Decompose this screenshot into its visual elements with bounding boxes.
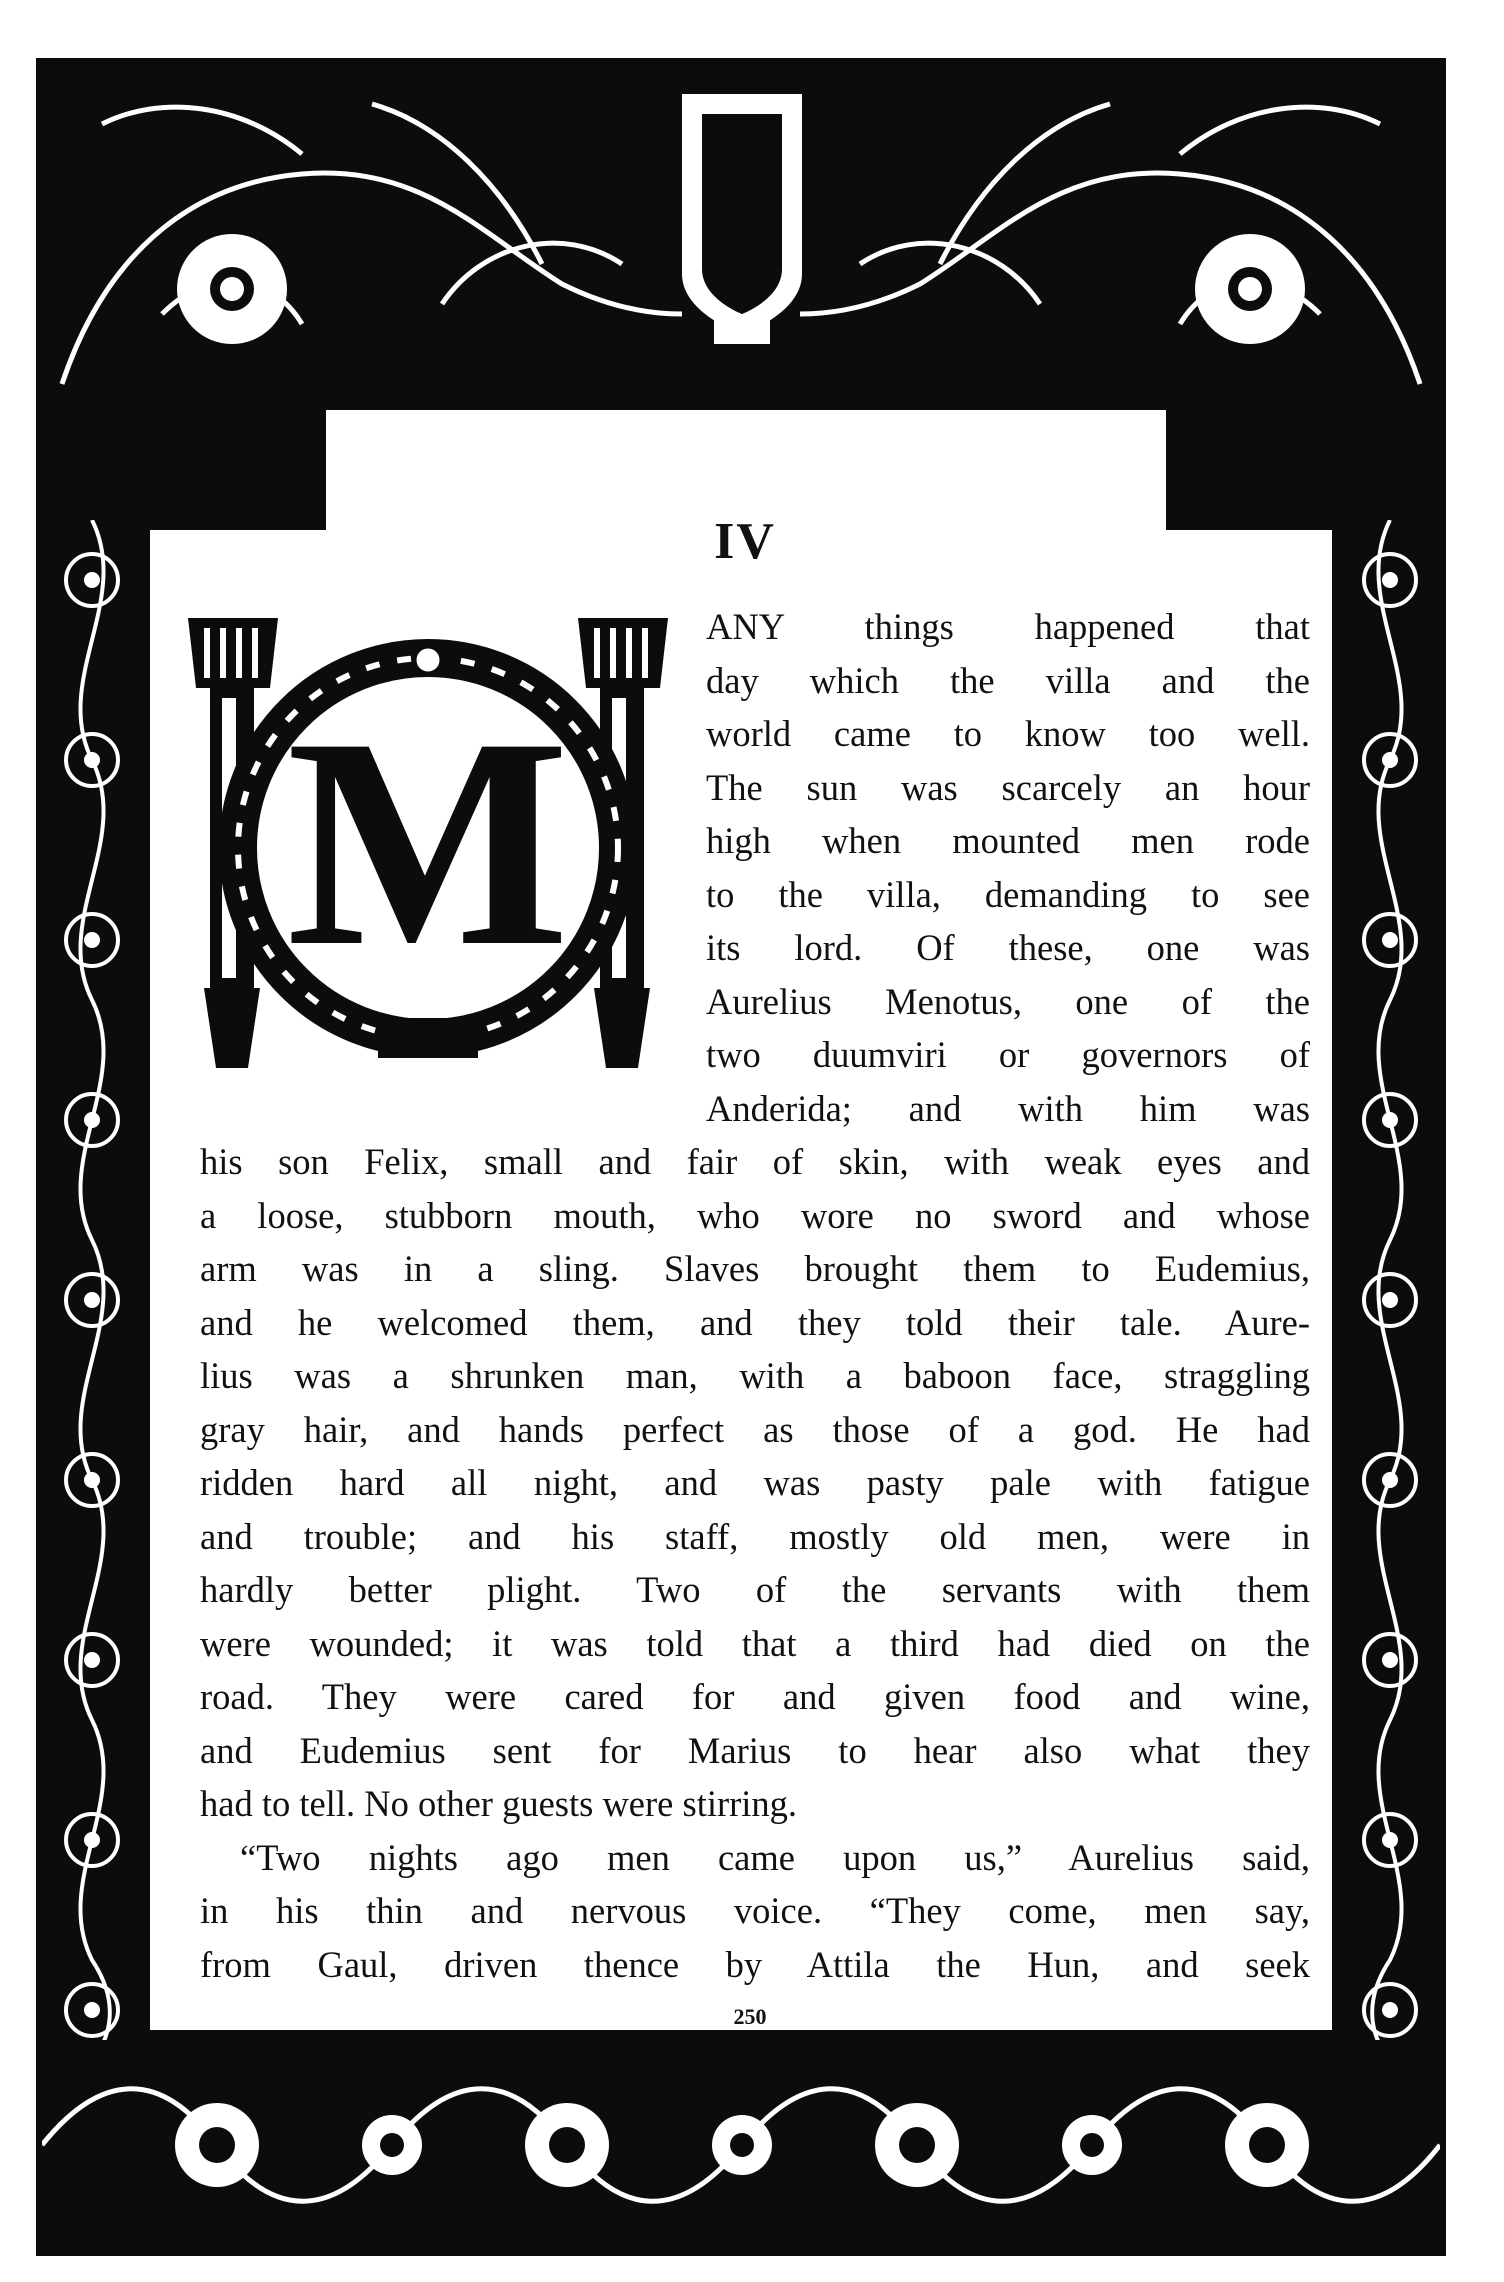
text-line: ridden hard all night, and was pasty pale with fatigue (200, 1462, 1310, 1503)
text-line: a loose, stubborn mouth, who wore no sword and whose (200, 1194, 1310, 1236)
chapter-number: IV (714, 513, 776, 570)
lines-beside-drop-cap (200, 600, 1310, 1135)
text-line: arm was in a sling. Slaves brought them to Eudemius, (200, 1248, 1310, 1289)
text-line: in his thin and nervous voice. “They come, men say, (200, 1890, 1310, 1931)
page-number: 250 (733, 2004, 767, 2029)
text-line: high when mounted men rode (706, 820, 1310, 861)
text-line: and he welcomed them, and they told their tale. Aure- (200, 1301, 1310, 1343)
text-line: had to tell. No other guests were stirring. (200, 1783, 798, 1824)
top-ornament-band (42, 64, 1440, 404)
text-line: were wounded; it was told that a third had died on the (200, 1622, 1310, 1664)
left-ornament-band (42, 520, 142, 2060)
chapter-body (200, 600, 1310, 1991)
text-line: his son Felix, small and fair of skin, with weak eyes and (200, 1141, 1310, 1182)
text-line: Anderida; and with him was (706, 1087, 1310, 1129)
bottom-ornament-band (42, 2040, 1440, 2250)
text-line: two duumviri or governors of (706, 1034, 1310, 1075)
text-line: “Two nights ago men came upon us,” Aurelius said, (240, 1836, 1310, 1878)
text-line: ANY things happened that (706, 606, 1310, 647)
text-line: its lord. Of these, one was (706, 927, 1310, 968)
text-line: hardly better plight. Two of the servants with them (200, 1569, 1310, 1610)
text-line: and Eudemius sent for Marius to hear also what they (200, 1729, 1310, 1771)
text-line: from Gaul, driven thence by Attila the Hun, and seek (200, 1943, 1310, 1985)
text-line: day which the villa and the (706, 659, 1310, 701)
right-ornament-band (1340, 520, 1440, 2060)
text-line: to the villa, demanding to see (706, 873, 1310, 915)
full-width-lines (200, 1135, 1310, 1991)
drop-cap-letter: M (286, 676, 570, 1008)
text-line: gray hair, and hands perfect as those of a god. He had (200, 1408, 1310, 1450)
text-line: lius was a shrunken man, with a baboon face, straggling (200, 1355, 1310, 1396)
text-line: road. They were cared for and given food and wine, (200, 1676, 1310, 1717)
text-line: world came to know too well. (706, 713, 1310, 754)
text-line: and trouble; and his staff, mostly old men, were in (200, 1515, 1310, 1557)
text-line: The sun was scarcely an hour (706, 766, 1310, 808)
text-line: Aurelius Menotus, one of the (706, 980, 1310, 1022)
